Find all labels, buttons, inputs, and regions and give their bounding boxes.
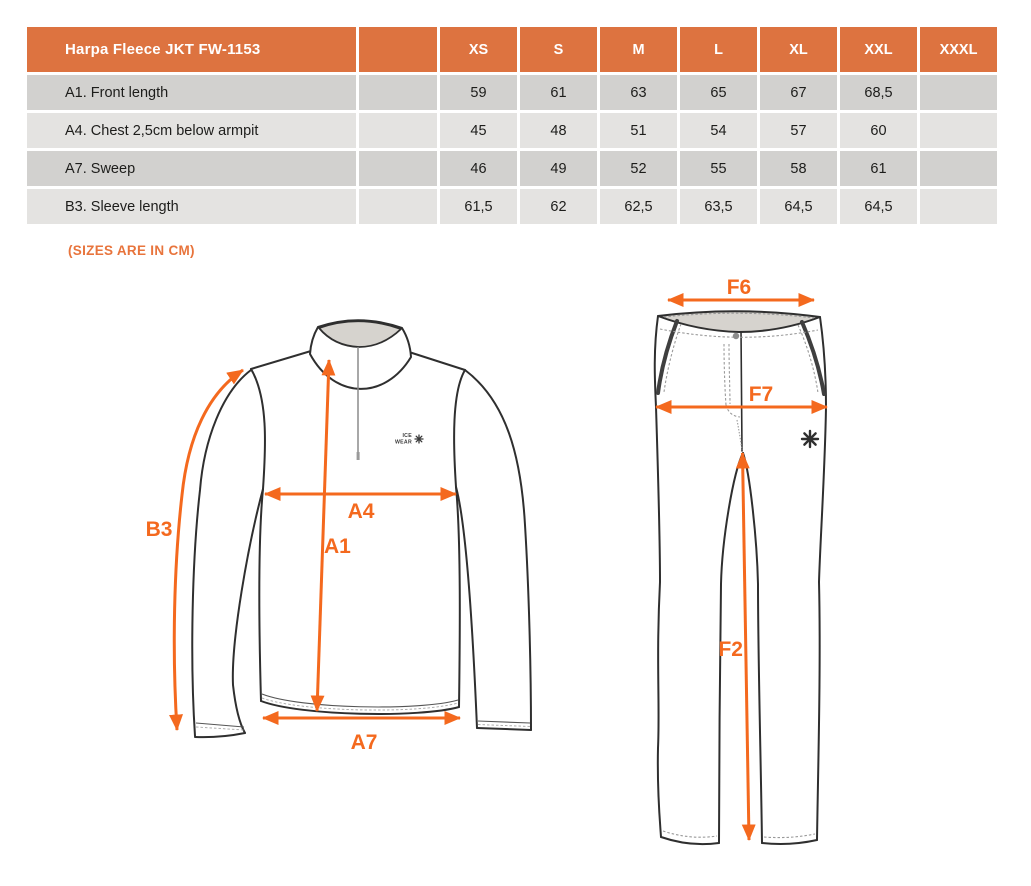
cell-value: 67 [760,75,837,110]
b3-label: B3 [145,518,173,541]
table-row-chest [27,113,997,148]
cell-value: 51 [600,113,677,148]
f2-arrow [743,453,750,840]
pants-outline [655,311,826,844]
cell-value: 54 [680,113,757,148]
f6-label: F6 [726,276,752,299]
logo-text-wear: WEAR [394,439,412,446]
left-body-side [259,489,263,701]
row-spacer-cell [359,189,437,224]
col-header-xxxl: XXXL [920,27,997,72]
zipper-pull [357,452,360,460]
left-sleeve-outer [192,370,251,736]
left-cuff [195,733,245,737]
waist-button [733,333,739,339]
cell-value: 64,5 [840,189,917,224]
snowflake-icon [802,431,818,447]
col-header-s: S [520,27,597,72]
fly-stitch [724,344,726,405]
jacket-stitching [196,347,530,730]
right-cuff [477,728,531,730]
table-row-front-length [27,75,997,110]
row-label: A7. Sweep [27,151,356,186]
center-front-seam [741,329,742,451]
right-leg-hem [762,840,817,844]
size-table [24,24,1000,227]
col-header-m: M [600,27,677,72]
cell-value: 46 [440,151,517,186]
icewear-logo [395,433,423,446]
jacket-outline [192,320,531,737]
cell-value: 68,5 [840,75,917,110]
col-header-l: L [680,27,757,72]
jacket-diagram [130,295,560,765]
right-pocket [802,322,824,394]
cell-value: 62,5 [600,189,677,224]
cell-value: 63 [600,75,677,110]
cell-value: 62 [520,189,597,224]
left-leg-hem [661,837,719,844]
cell-value: 63,5 [680,189,757,224]
cell-value [920,113,997,148]
col-header-xxl: XXL [840,27,917,72]
header-spacer-cell [359,27,437,72]
f7-label: F7 [748,383,774,406]
cell-value: 48 [520,113,597,148]
cell-value: 49 [520,151,597,186]
cell-value: 55 [680,151,757,186]
cell-value: 45 [440,113,517,148]
a1-label: A1 [324,535,351,558]
cell-value [920,189,997,224]
cell-value: 61 [520,75,597,110]
pants-diagram [640,278,840,858]
table-row-sweep [27,151,997,186]
right-raglan-seam [454,370,465,487]
sizes-in-cm-note: (SIZES ARE IN CM) [68,243,195,258]
left-shoulder-seam [251,351,311,369]
snowflake-icon [415,435,423,443]
cell-value: 58 [760,151,837,186]
cell-value: 57 [760,113,837,148]
table-row-sleeve-length [27,189,997,224]
a7-label: A7 [350,731,378,754]
right-body-side [456,487,460,707]
cell-value: 60 [840,113,917,148]
row-label: B3. Sleeve length [27,189,356,224]
cell-value: 64,5 [760,189,837,224]
f2-label: F2 [718,638,743,661]
cell-value: 59 [440,75,517,110]
cell-value: 65 [680,75,757,110]
pants-stitching [660,313,818,837]
cell-value: 61 [840,151,917,186]
row-spacer-cell [359,151,437,186]
cell-value [920,75,997,110]
right-shoulder-seam [409,352,465,370]
row-label: A4. Chest 2,5cm below armpit [27,113,356,148]
left-raglan-seam [251,369,265,489]
row-label: A1. Front length [27,75,356,110]
col-header-xl: XL [760,27,837,72]
waist-opening [658,311,820,332]
cell-value: 52 [600,151,677,186]
cell-value [920,151,997,186]
row-spacer-cell [359,113,437,148]
a4-label: A4 [347,500,375,523]
table-header-row [27,27,997,72]
col-header-xs: XS [440,27,517,72]
table-title: Harpa Fleece JKT FW-1153 [27,27,356,72]
row-spacer-cell [359,75,437,110]
cell-value: 61,5 [440,189,517,224]
logo-text-ice: ICE [402,433,412,439]
